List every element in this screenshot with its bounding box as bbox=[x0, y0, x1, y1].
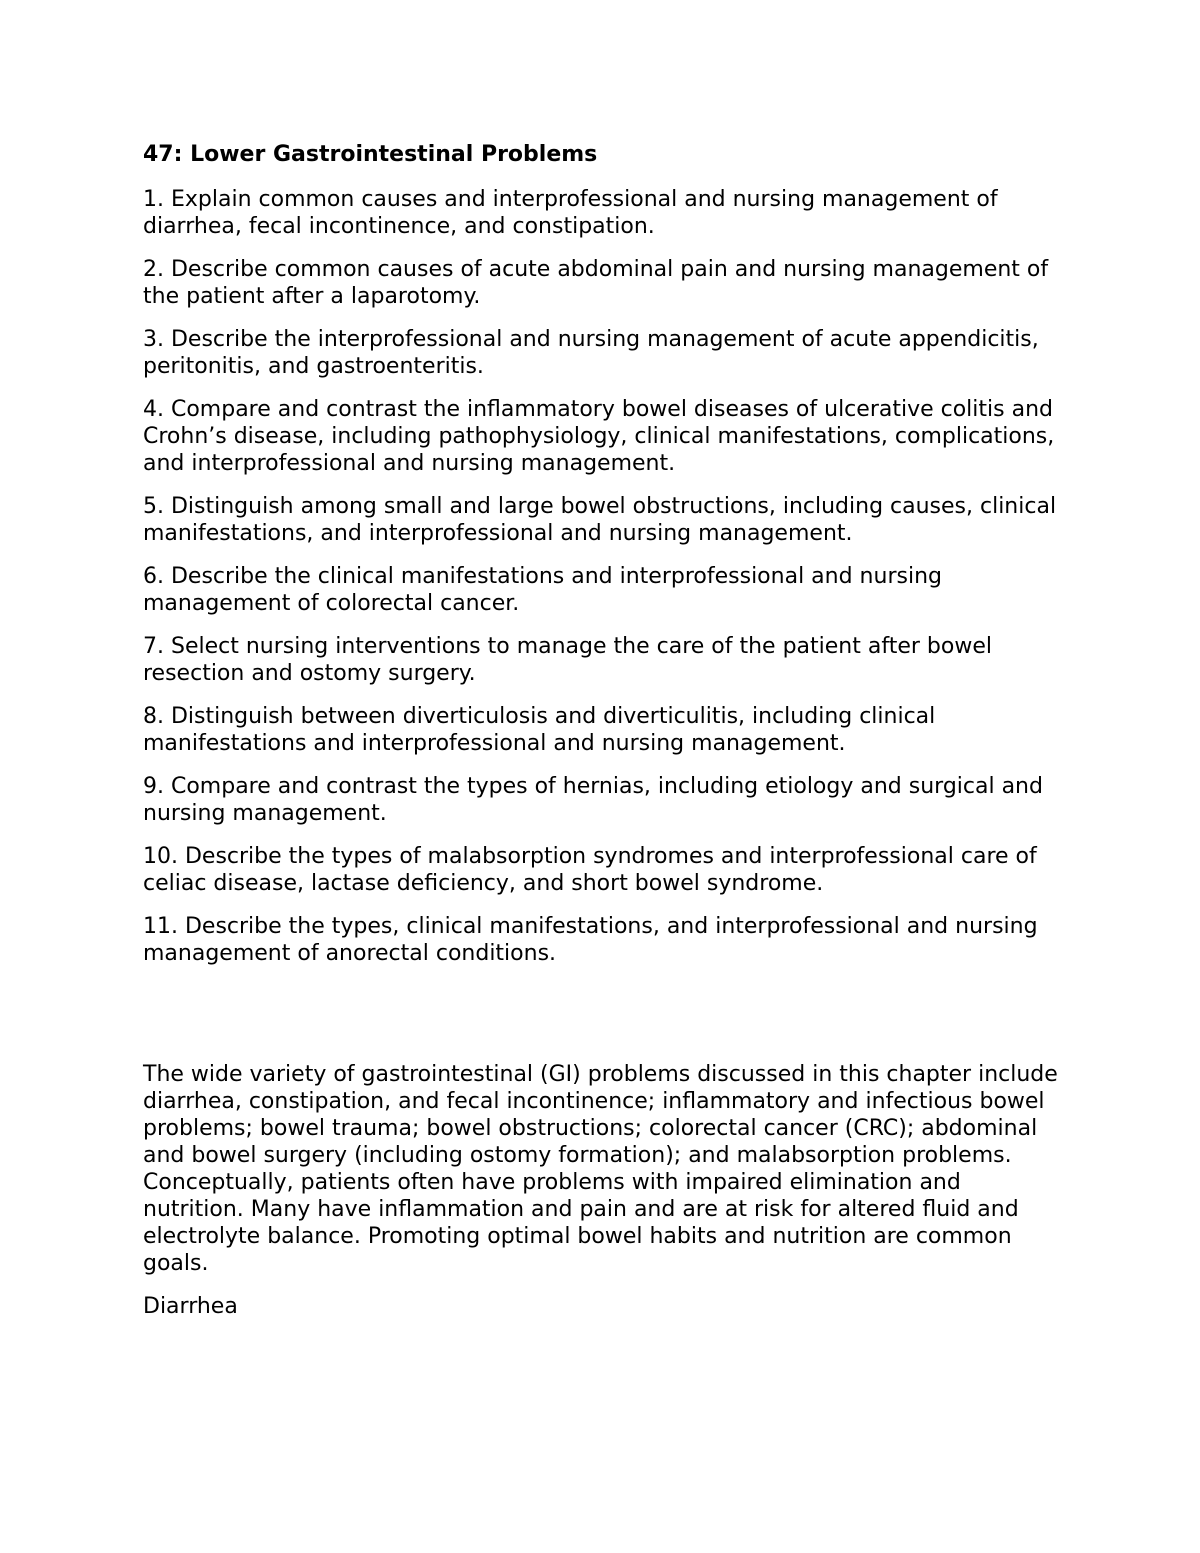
chapter-title: 47: Lower Gastrointestinal Problems bbox=[143, 142, 598, 167]
objective-item-10: 10. Describe the types of malabsorption syndromes and interprofessional care of celiac disease, lactase deficiency, and short bowel syndrome. bbox=[143, 844, 1037, 896]
objective-item-11: 11. Describe the types, clinical manifestations, and interprofessional and nursing management of anorectal conditions. bbox=[143, 914, 1038, 966]
objective-item-8: 8. Distinguish between diverticulosis and diverticulitis, including clinical manifestations and interprofessional and nursing management. bbox=[143, 704, 936, 756]
objective-item-5: 5. Distinguish among small and large bowel obstructions, including causes, clinical manifestations, and interprofessional and nursing management. bbox=[143, 494, 1057, 546]
objective-item-4: 4. Compare and contrast the inflammatory bowel diseases of ulcerative colitis and Crohn’s disease, including pathophysiology, clinical manifestations, complications, and interprofessional and nursing management. bbox=[143, 397, 1055, 476]
section-heading: Diarrhea bbox=[143, 1294, 238, 1319]
document-content bbox=[143, 140, 1068, 1320]
objective-item-7: 7. Select nursing interventions to manage the care of the patient after bowel resection and ostomy surgery. bbox=[143, 634, 992, 686]
objective-item-1: 1. Explain common causes and interprofessional and nursing management of diarrhea, fecal incontinence, and constipation. bbox=[143, 187, 998, 239]
objective-item-3: 3. Describe the interprofessional and nursing management of acute appendicitis, peritonitis, and gastroenteritis. bbox=[143, 327, 1039, 379]
section-spacer bbox=[143, 983, 1068, 1061]
objective-item-6: 6. Describe the clinical manifestations and interprofessional and nursing management of colorectal cancer. bbox=[143, 564, 942, 616]
intro-paragraph: The wide variety of gastrointestinal (GI) problems discussed in this chapter include diarrhea, constipation, and fecal incontinence; inflammatory and infectious bowel problems; bowel trauma; bowel obstructions; colorectal cancer (CRC); abdominal and bowel surgery (including ostomy formation); and malabsorption problems. Conceptually, patients often have problems with impaired elimination and nutrition. Many have inflammation and pain and are at risk for altered fluid and electrolyte balance. Promoting optimal bowel habits and nutrition are common goals. bbox=[143, 1062, 1058, 1276]
objective-item-2: 2. Describe common causes of acute abdominal pain and nursing management of the patient after a laparotomy. bbox=[143, 257, 1049, 309]
objective-item-9: 9. Compare and contrast the types of hernias, including etiology and surgical and nursing management. bbox=[143, 774, 1043, 826]
